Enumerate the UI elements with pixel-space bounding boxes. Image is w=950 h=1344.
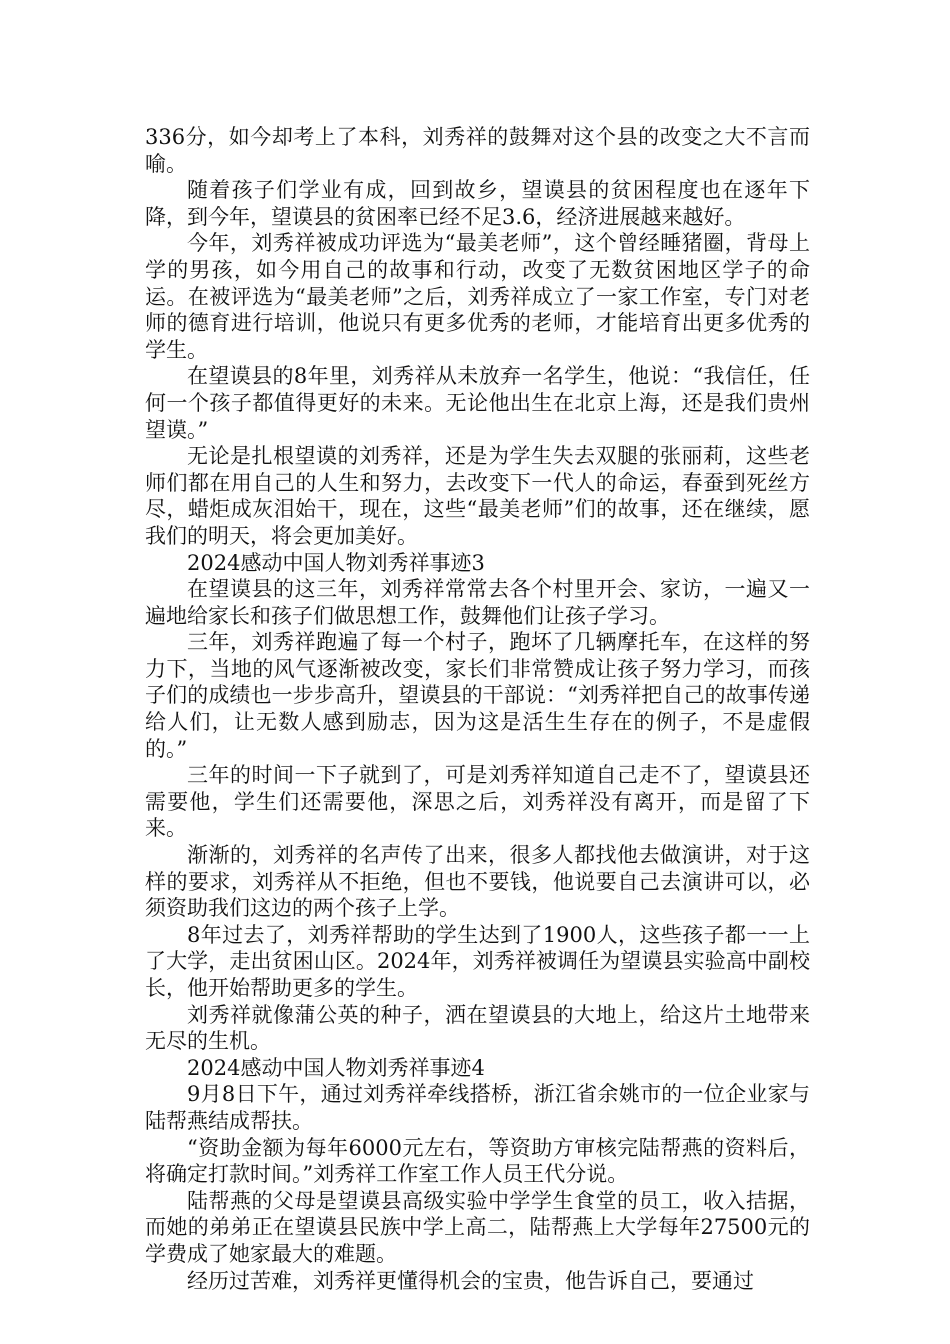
paragraph: 陆帮燕的父母是望谟县高级实验中学学生食堂的员工，收入拮据，而她的弟弟正在望谟县民族中学上高二，陆帮燕上大学每年27500元的学费成了她家最大的难题。 [145, 1188, 810, 1266]
paragraph: “资助金额为每年6000元左右，等资助方审核完陆帮燕的资料后，将确定打款时间。”刘秀祥工作室工作人员王代分说。 [145, 1135, 810, 1187]
paragraph: 三年，刘秀祥跑遍了每一个村子，跑坏了几辆摩托车，在这样的努力下，当地的风气逐渐被改变，家长们非常赞成让孩子努力学习，而孩子们的成绩也一步步高升，望谟县的干部说：“刘秀祥把自己的故事传递给人们，让无数人感到励志，因为这是活生生存在的例子，不是虚假的。” [145, 630, 810, 761]
section-heading: 2024感动中国人物刘秀祥事迹3 [187, 550, 485, 575]
paragraph: 8年过去了，刘秀祥帮助的学生达到了1900人，这些孩子都一一上了大学，走出贫困山区。2024年，刘秀祥被调任为望谟县实验高中副校长，他开始帮助更多的学生。 [145, 922, 810, 1000]
paragraph: 今年，刘秀祥被成功评选为“最美老师”，这个曾经睡猪圈，背母上学的男孩，如今用自己的故事和行动，改变了无数贫困地区学子的命运。在被评选为“最美老师”之后，刘秀祥成立了一家工作室，专门对老师的德育进行培训，他说只有更多优秀的老师，才能培育出更多优秀的学生。 [145, 231, 810, 362]
paragraph: 在望谟县的这三年，刘秀祥常常去各个村里开会、家访，一遍又一遍地给家长和孩子们做思想工作，鼓舞他们让孩子学习。 [145, 577, 810, 628]
paragraph: 在望谟县的8年里，刘秀祥从未放弃一名学生，他说：“我信任，任何一个孩子都值得更好的未来。无论他出生在北京上海，还是我们贵州望谟。” [145, 364, 810, 442]
paragraph: 三年的时间一下子就到了，可是刘秀祥知道自己走不了，望谟县还需要他，学生们还需要他，深思之后，刘秀祥没有离开，而是留了下来。 [145, 763, 810, 841]
paragraph: 9月8日下午，通过刘秀祥牵线搭桥，浙江省余姚市的一位企业家与陆帮燕结成帮扶。 [145, 1082, 810, 1133]
paragraph: 刘秀祥就像蒲公英的种子，洒在望谟县的大地上，给这片土地带来无尽的生机。 [145, 1002, 810, 1054]
document-page [145, 124, 810, 1294]
paragraph: 无论是扎根望谟的刘秀祥，还是为学生失去双腿的张丽莉，这些老师们都在用自己的人生和努力，去改变下一代人的命运，春蚕到死丝方尽，蜡炬成灰泪始干，现在，这些“最美老师”们的故事，还在继续，愿我们的明天，将会更加美好。 [145, 444, 810, 548]
paragraph: 渐渐的，刘秀祥的名声传了出来，很多人都找他去做演讲，对于这样的要求，刘秀祥从不拒绝，但也不要钱，他说要自己去演讲可以，必须资助我们这边的两个孩子上学。 [145, 843, 810, 921]
section-heading: 2024感动中国人物刘秀祥事迹4 [187, 1055, 485, 1080]
paragraph: 336分，如今却考上了本科，刘秀祥的鼓舞对这个县的改变之大不言而喻。 [145, 125, 810, 176]
paragraph: 随着孩子们学业有成，回到故乡，望谟县的贫困程度也在逐年下降，到今年，望谟县的贫困率已经不足3.6，经济进展越来越好。 [145, 178, 810, 229]
paragraph: 经历过苦难，刘秀祥更懂得机会的宝贵，他告诉自己，要通过 [187, 1268, 754, 1293]
